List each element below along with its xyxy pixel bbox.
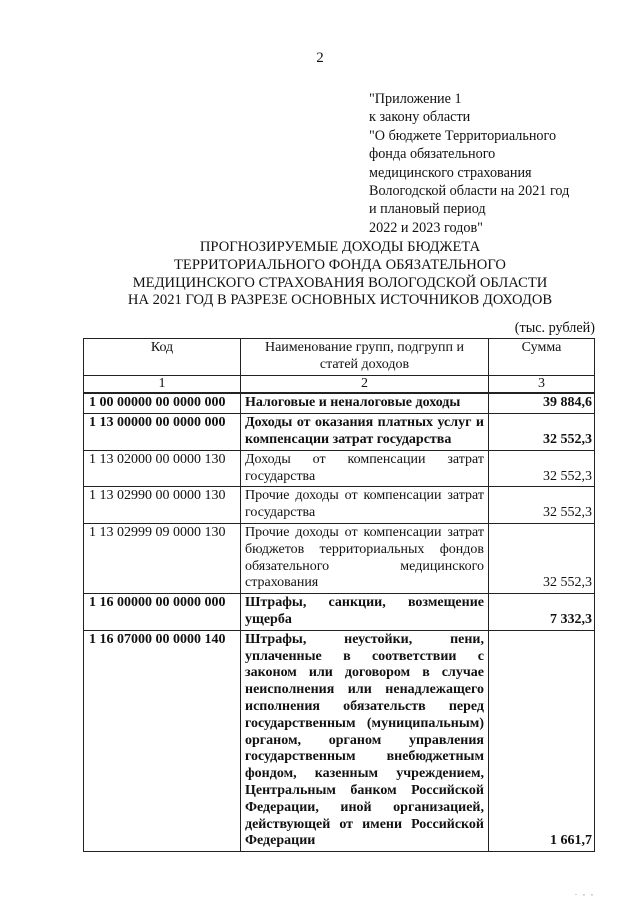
column-number: 3 xyxy=(489,375,595,393)
row-sum: 7 332,3 xyxy=(489,594,595,631)
appendix-line: "Приложение 1 xyxy=(369,91,462,107)
appendix-line: к закону области xyxy=(369,109,471,126)
row-name: Налоговые и неналоговые доходы xyxy=(241,393,489,413)
header-name: Наименование групп, подгрупп и статей доходов xyxy=(241,339,489,376)
row-code: 1 13 00000 00 0000 000 xyxy=(84,414,241,451)
row-sum: 32 552,3 xyxy=(489,487,595,524)
column-number-row xyxy=(84,375,595,393)
row-sum: 32 552,3 xyxy=(489,450,595,487)
row-sum: 32 552,3 xyxy=(489,414,595,451)
table-body xyxy=(84,393,595,851)
row-code: 1 13 02999 09 0000 130 xyxy=(84,523,241,593)
title-line: НА 2021 ГОД В РАЗРЕЗЕ ОСНОВНЫХ ИСТОЧНИКОВ ДОХОДОВ xyxy=(127,292,553,309)
appendix-line: медицинского страхования xyxy=(369,164,532,181)
appendix-line: 2022 и 2023 годов" xyxy=(369,219,483,236)
row-name: Доходы от компенсации затрат государства xyxy=(241,450,489,487)
header-code: Код xyxy=(84,339,241,376)
appendix-line: Вологодской области на 2021 год xyxy=(369,183,570,200)
table-row xyxy=(84,450,595,487)
table-header-row xyxy=(84,339,595,376)
income-table xyxy=(83,338,595,852)
row-name: Доходы от оказания платных услуг и компенсации затрат государства xyxy=(241,414,489,451)
row-code: 1 16 07000 00 0000 140 xyxy=(84,630,241,851)
row-name: Штрафы, санкции, возмещение ущерба xyxy=(241,594,489,631)
row-sum: 32 552,3 xyxy=(489,523,595,593)
title-line: МЕДИЦИНСКОГО СТРАХОВАНИЯ ВОЛОГОДСКОЙ ОБЛАСТИ xyxy=(132,274,548,291)
row-sum: 1 661,7 xyxy=(489,630,595,851)
table-row xyxy=(84,393,595,413)
units-label: (тыс. рублей) xyxy=(514,320,595,336)
scan-artifact: . , , xyxy=(575,888,595,897)
row-name: Прочие доходы от компенсации затрат государства xyxy=(241,487,489,524)
column-number: 1 xyxy=(84,375,241,393)
row-name: Штрафы, неустойки, пени, уплаченные в соответствии с законом или договором в случае неисполнения или ненадлежащего исполнения обязательств перед государственным (муниципальным) органом, органом управления государственным внебюджетным фондом, казенным учреждением, Центральным банком Российской Федерации, иной организацией, действующей от имени Российской Федерации xyxy=(241,630,489,851)
row-code: 1 00 00000 00 0000 000 xyxy=(84,393,241,413)
page-number: 2 xyxy=(316,50,324,66)
appendix-reference xyxy=(369,90,609,237)
table-row xyxy=(84,414,595,451)
appendix-line: "О бюджете Территориального xyxy=(369,127,557,144)
appendix-line: и плановый период xyxy=(369,201,486,218)
row-code: 1 13 02990 00 0000 130 xyxy=(84,487,241,524)
column-number: 2 xyxy=(241,375,489,393)
table-row xyxy=(84,630,595,851)
appendix-line: фонда обязательного xyxy=(369,146,496,163)
row-code: 1 13 02000 00 0000 130 xyxy=(84,450,241,487)
table-row xyxy=(84,523,595,593)
row-sum: 39 884,6 xyxy=(489,393,595,413)
table-row xyxy=(84,594,595,631)
title-line: ТЕРРИТОРИАЛЬНОГО ФОНДА ОБЯЗАТЕЛЬНОГО xyxy=(174,256,506,273)
title-line: ПРОГНОЗИРУЕМЫЕ ДОХОДЫ БЮДЖЕТА xyxy=(199,239,481,255)
header-sum: Сумма xyxy=(489,339,595,376)
row-name: Прочие доходы от компенсации затрат бюджетов территориальных фондов обязательного медицинского страхования xyxy=(241,523,489,593)
document-title xyxy=(60,239,620,310)
table-row xyxy=(84,487,595,524)
row-code: 1 16 00000 00 0000 000 xyxy=(84,594,241,631)
